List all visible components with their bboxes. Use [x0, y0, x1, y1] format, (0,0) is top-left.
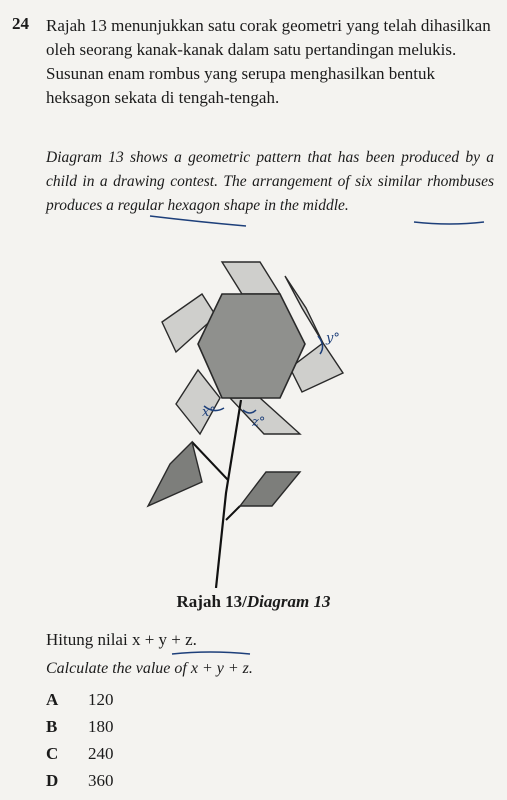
question-text-english: Diagram 13 shows a geometric pattern that has been produced by a child in a drawing contest. The arrangement of six similar rhombuses produces a regular hexagon shape in the middle. — [46, 149, 494, 214]
diagram-13 — [140, 258, 366, 588]
underline-hexagon — [414, 222, 484, 224]
option-c[interactable] — [46, 744, 114, 771]
answer-options — [46, 690, 114, 798]
figure-caption — [0, 592, 507, 612]
angle-label-y: y° — [326, 331, 340, 346]
option-letter: A — [46, 690, 59, 709]
option-value: 240 — [88, 744, 114, 763]
prompt-underline — [170, 648, 290, 658]
angle-label-z: z° — [252, 415, 266, 430]
leaf-left — [148, 442, 202, 506]
option-value: 180 — [88, 717, 114, 736]
prompt-malay: Hitung nilai x + y + z. — [46, 630, 197, 649]
option-d[interactable] — [46, 771, 114, 798]
hexagon — [198, 294, 305, 398]
leaf-right — [240, 472, 300, 506]
option-letter: C — [46, 744, 59, 763]
option-value: 120 — [88, 690, 114, 709]
underline-annotations — [0, 0, 507, 240]
option-letter: D — [46, 771, 59, 790]
caption-english: Diagram 13 — [246, 592, 331, 611]
option-value: 360 — [88, 771, 114, 790]
option-a[interactable] — [46, 690, 114, 717]
stem — [216, 400, 241, 588]
question-number: 24 — [12, 14, 29, 33]
question-text-malay: Rajah 13 menunjukkan satu corak geometri yang telah dihasilkan oleh seorang kanak-kanak dalam satu pertandingan melukis. Susunan enam rombus yang serupa menghasilkan bentuk heksagon sekata di tengah-tengah. — [46, 16, 491, 107]
rhombus-top — [222, 262, 280, 294]
option-b[interactable] — [46, 717, 114, 744]
caption-malay: Rajah 13/ — [176, 592, 247, 611]
branch-right — [226, 506, 240, 520]
option-letter: B — [46, 717, 58, 736]
prompt-english: Calculate the value of x + y + z. — [46, 660, 253, 677]
angle-label-x: x° — [202, 405, 216, 420]
underline-rhombuses — [150, 216, 246, 226]
